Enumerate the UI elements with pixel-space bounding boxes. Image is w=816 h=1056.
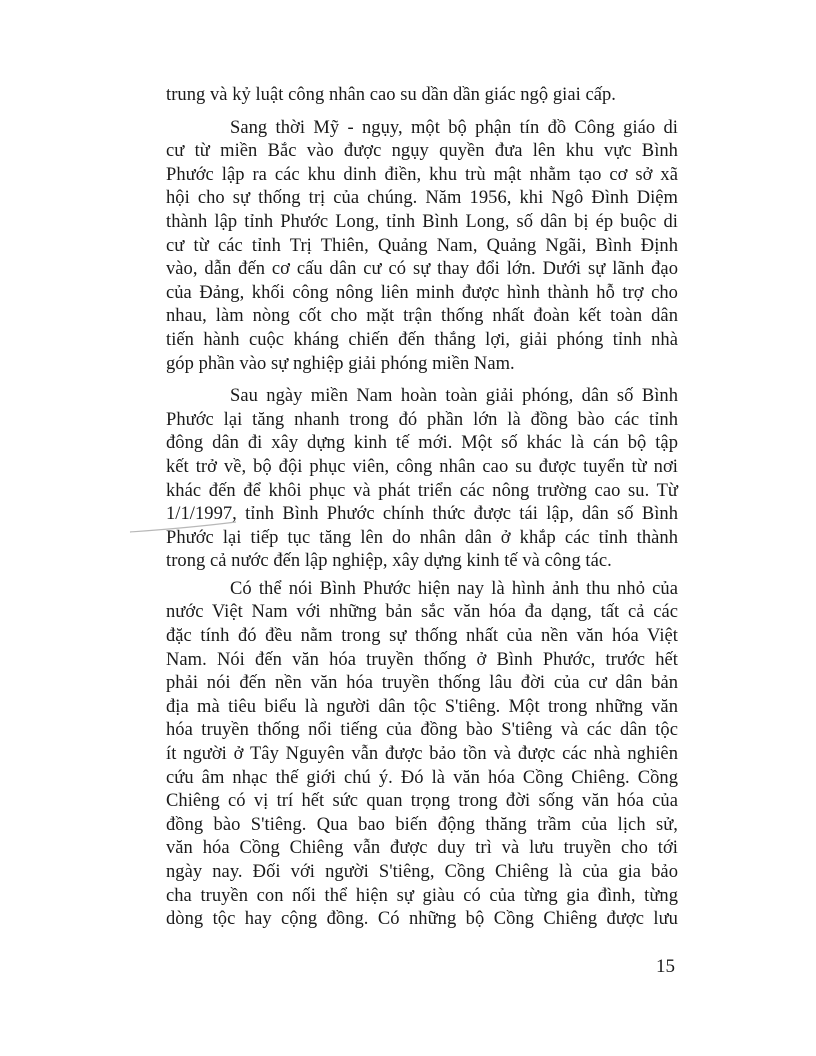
text-line: góp phần vào sự nghiệp giải phóng miền Nam.: [166, 353, 515, 374]
text-line: Chiêng có vị trí hết sức quan trọng trong đời sống văn hóa của: [166, 791, 678, 812]
text-line: hóa truyền thống nổi tiếng của đồng bào S'tiêng và các dân tộc: [166, 720, 678, 741]
text-line: thành lập tỉnh Phước Long, tỉnh Bình Long, số dân bị ép buộc di: [166, 211, 678, 232]
text-line: nước Việt Nam với những bản sắc văn hóa đa dạng, tất cả các: [166, 602, 678, 623]
text-line: phải nói đến nền văn hóa truyền thống lâu đời của cư dân bản: [166, 673, 678, 694]
text-line: đông dân đi xây dựng kinh tế mới. Một số khác là cán bộ tập: [166, 433, 678, 454]
text-line: cư từ các tỉnh Trị Thiên, Quảng Nam, Quảng Ngãi, Bình Định: [166, 235, 678, 256]
text-line: 1/1/1997, tỉnh Bình Phước chính thức được tái lập, dân số Bình: [166, 504, 678, 525]
text-line: nhau, làm nòng cốt cho mặt trận thống nhất đoàn kết toàn dân: [166, 306, 678, 327]
text-line: cư từ miền Bắc vào được ngụy quyền đưa lên khu vực Bình: [166, 141, 678, 162]
text-line: cha truyền con nối thể hiện sự giàu có của từng gia đình, từng: [166, 885, 678, 906]
text-line: hội cho sự thống trị của chúng. Năm 1956, khi Ngô Đình Diệm: [166, 188, 678, 209]
text-line: khác đến để khôi phục và phát triển các nông trường cao su. Từ: [166, 480, 678, 501]
text-line: Sau ngày miền Nam hoàn toàn giải phóng, dân số Bình: [230, 386, 678, 407]
text-line: địa mà tiêu biểu là người dân tộc S'tiêng. Một trong những văn: [166, 696, 678, 717]
text-line: Phước lại tiếp tục tăng lên do nhân dân ở khắp các tỉnh thành: [166, 527, 678, 548]
text-line: của Đảng, khối công nông liên minh được hình thành hỗ trợ cho: [166, 282, 678, 303]
text-line: đồng bào S'tiêng. Qua bao biến động thăng trầm của lịch sử,: [166, 814, 678, 835]
text-line: trong cả nước đến lập nghiệp, xây dựng kinh tế và công tác.: [166, 551, 612, 572]
text-line: trung và kỷ luật công nhân cao su dần dần giác ngộ giai cấp.: [166, 85, 616, 105]
text-line: vào, dẫn đến cơ cấu dân cư có sự thay đổi lớn. Dưới sự lãnh đạo: [166, 259, 678, 280]
text-line: Phước lại tăng nhanh trong đó phần lớn là đồng bào các tỉnh: [166, 409, 678, 430]
text-line: Nam. Nói đến văn hóa truyền thống ở Bình Phước, trước hết: [166, 649, 678, 670]
text-line: văn hóa Cồng Chiêng vẫn được duy trì và lưu truyền cho tới: [166, 838, 678, 859]
text-line: Có thể nói Bình Phước hiện nay là hình ảnh thu nhỏ của: [230, 578, 678, 599]
text-line: Phước lập ra các khu dinh điền, khu trù mật nhằm tạo cơ sở xã: [166, 164, 678, 185]
text-line: kết trở về, bộ đội phục viên, công nhân cao su được tuyển từ nơi: [166, 456, 678, 477]
text-line: tiến hành cuộc kháng chiến đến thắng lợi, giải phóng tỉnh nhà: [166, 329, 678, 350]
text-line: cứu âm nhạc thế giới chú ý. Đó là văn hóa Cồng Chiêng. Cồng: [166, 767, 678, 788]
text-line: Sang thời Mỹ - ngụy, một bộ phận tín đồ Công giáo di: [230, 117, 678, 138]
text-line: ngày nay. Đối với người S'tiêng, Cồng Chiêng là của gia bảo: [166, 862, 678, 882]
pencil-underline-mark: [128, 519, 240, 535]
text-line: đặc tính đó đều nằm trong sự thống nhất của nền văn hóa Việt: [166, 626, 678, 647]
page-number: 15: [656, 956, 675, 977]
text-line: ít người ở Tây Nguyên vẫn được bảo tồn và được các nhà nghiên: [166, 744, 678, 765]
text-line: dòng tộc hay cộng đồng. Có những bộ Cồng Chiêng được lưu: [166, 909, 678, 930]
body-text: [166, 84, 678, 932]
